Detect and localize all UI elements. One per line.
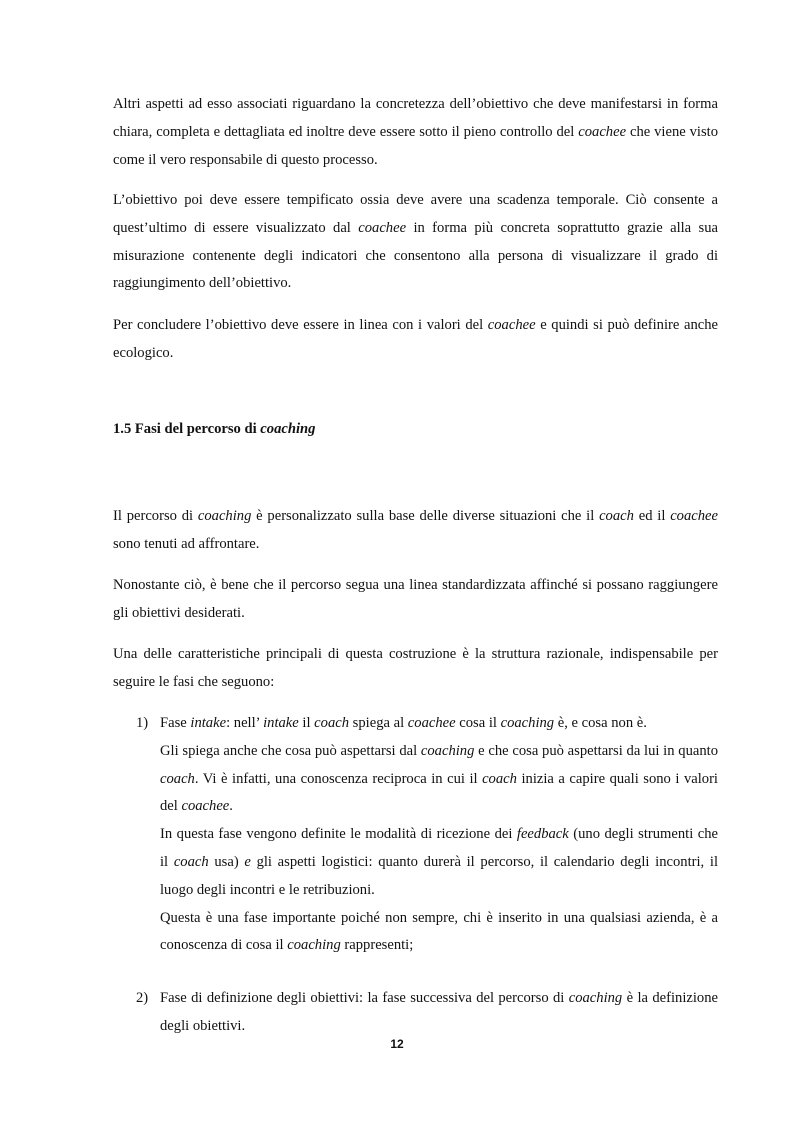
list-number: 1) — [136, 715, 149, 731]
text-run: il — [298, 715, 315, 731]
italic-term: coach — [314, 715, 350, 731]
text-run: ed il — [633, 508, 671, 524]
text-run: L’obiettivo poi deve essere tempificato ossia deve avere una scadenza temporale. Ciò consente a quest’ultimo di essere visualizzato dal — [113, 192, 718, 236]
italic-term: coach — [599, 508, 634, 524]
paragraph-struttura: Una delle caratteristiche principali di questa costruzione è la struttura razionale, indispensabile per seguire le fasi che seguono: — [113, 646, 718, 690]
text-run: : nell’ — [226, 715, 264, 731]
text-run: sono tenuti ad affrontare. — [113, 535, 260, 552]
italic-term: feedback — [516, 826, 569, 843]
text-run: inizia a capire quali sono i valori del — [160, 770, 718, 815]
text-run: Altri aspetti ad esso associati riguardano la concretezza dell’obiettivo che deve manifestarsi in forma chiara, completa e dettagliata ed inoltre deve essere sotto il pieno controllo del — [113, 96, 718, 140]
text-run: . Vi è infatti, una conoscenza reciproca in cui il — [194, 770, 483, 787]
italic-term: coachee — [181, 798, 230, 815]
list-line — [160, 905, 718, 961]
page-number: 12 — [390, 1037, 404, 1051]
italic-term: coaching — [568, 990, 623, 1006]
heading-italic: coaching — [260, 421, 316, 437]
italic-term: coaching — [420, 742, 475, 759]
paragraph-standardizzata: Nonostante ciò, è bene che il percorso segua una linea standardizzata affinché si possano raggiungere gli obiettivi desiderati. — [113, 577, 718, 621]
paragraph-ecologico — [113, 312, 718, 368]
italic-term: coachee — [407, 715, 456, 731]
list-body — [160, 985, 718, 1041]
italic-term: intake — [263, 715, 299, 731]
italic-term: intake — [190, 715, 227, 731]
heading-text: 1.5 Fasi del percorso di — [113, 421, 261, 437]
italic-term: coachee — [578, 123, 627, 140]
text-run: è, e cosa non è. — [554, 715, 647, 731]
list-item-obiettivi — [136, 985, 718, 1041]
text-run: Il percorso di — [113, 508, 198, 524]
italic-term: coaching — [500, 715, 555, 731]
italic-term: e — [244, 853, 251, 870]
text-run: Fase — [160, 715, 191, 731]
list-line — [160, 710, 718, 738]
italic-term: coaching — [287, 937, 341, 954]
text-run: Fase di definizione degli obiettivi: la fase successiva del percorso di — [160, 990, 569, 1006]
italic-term: coach — [173, 853, 209, 870]
list-line — [160, 821, 718, 904]
italic-term: coach — [482, 770, 517, 787]
text-run: rappresenti; — [340, 937, 414, 954]
text-run: e quindi si può definire anche ecologico. — [113, 317, 718, 361]
text-run: Gli spiega anche che cosa può aspettarsi dal — [160, 742, 421, 759]
paragraph-concretezza — [113, 91, 718, 174]
text-run: . — [229, 798, 233, 815]
italic-term: coaching — [197, 508, 252, 524]
text-run: usa) — [208, 853, 245, 870]
text-run: Questa è una fase importante poiché non sempre, chi è inserito in una qualsiasi azienda, è a conoscenza di cosa il — [160, 909, 718, 954]
text-run: e che cosa può aspettarsi da lui in quanto — [474, 742, 718, 759]
list-body — [160, 710, 718, 960]
text-run: spiega al — [349, 715, 408, 731]
list-item-intake — [136, 710, 718, 960]
list-number: 2) — [136, 990, 149, 1006]
list-line — [160, 738, 718, 821]
paragraph-personalizzato — [113, 503, 718, 559]
text-run: cosa il — [455, 715, 501, 731]
text-run: è personalizzato sulla base delle diverse situazioni che il — [251, 508, 600, 524]
text-run: che viene visto come il vero responsabile di questo processo. — [113, 123, 719, 168]
section-heading — [113, 421, 315, 438]
text-run: (uno degli strumenti che il — [160, 826, 719, 870]
text-run: è la definizione degli obiettivi. — [160, 990, 718, 1034]
text-run: In questa fase vengono definite le modalità di ricezione dei — [160, 826, 517, 843]
text-run: Per concludere l’obiettivo deve essere in linea con i valori del — [113, 317, 488, 333]
list-line — [160, 985, 718, 1041]
italic-term: coachee — [670, 508, 718, 524]
text-run: gli aspetti logistici: quanto durerà il percorso, il calendario degli incontri, il luogo degli incontri e le retribuzioni. — [160, 853, 718, 898]
italic-term: coach — [160, 770, 195, 787]
text-run: in forma più concreta soprattutto grazie alla sua misurazione contenente degli indicatori che consentono alla persona di visualizzare il grado di raggiungimento dell’obiettivo. — [113, 219, 719, 292]
italic-term: coachee — [487, 317, 536, 333]
paragraph-tempificato — [113, 187, 718, 298]
italic-term: coachee — [358, 219, 407, 236]
